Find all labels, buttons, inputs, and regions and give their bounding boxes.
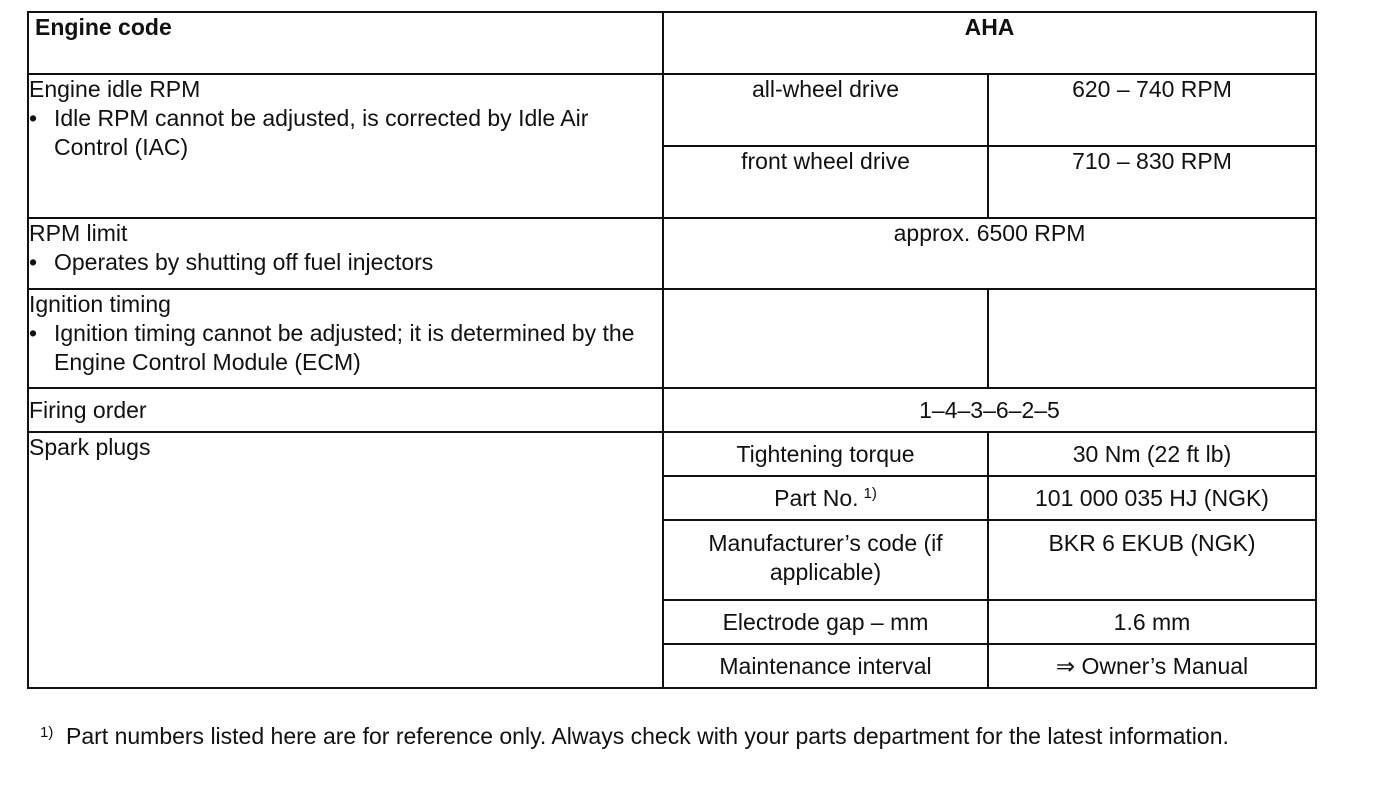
ignition-timing-note bbox=[29, 319, 662, 377]
spark-plug-spec-value: 101 000 035 HJ (NGK) bbox=[988, 476, 1316, 520]
spark-plug-spec-value: BKR 6 EKUB (NGK) bbox=[988, 520, 1316, 600]
idle-rpm-fwd-value: 710 – 830 RPM bbox=[988, 146, 1316, 218]
spark-plug-spec-label: Electrode gap – mm bbox=[663, 600, 988, 644]
rpm-limit-title: RPM limit bbox=[29, 220, 128, 246]
engine-code-label: Engine code bbox=[28, 12, 663, 74]
spark-plug-spec-label bbox=[663, 520, 988, 600]
ignition-timing-title: Ignition timing bbox=[29, 291, 171, 317]
footnote-marker: 1) bbox=[863, 484, 877, 502]
rpm-limit-description bbox=[28, 218, 663, 289]
firing-order-value: 1–4–3–6–2–5 bbox=[663, 388, 1316, 432]
ignition-timing-cell-empty bbox=[988, 289, 1316, 388]
spark-plugs-label: Spark plugs bbox=[28, 432, 663, 688]
part-no-label: Part No. bbox=[774, 484, 859, 511]
idle-rpm-title: Engine idle RPM bbox=[29, 76, 201, 102]
drive-type-fwd: front wheel drive bbox=[663, 146, 988, 218]
spark-plug-spec-value: 30 Nm (22 ft lb) bbox=[988, 432, 1316, 476]
rpm-limit-note bbox=[29, 248, 662, 277]
spark-plug-spec-value: 1.6 mm bbox=[988, 600, 1316, 644]
table-row bbox=[28, 388, 1316, 432]
bullet-icon: • bbox=[29, 105, 38, 131]
spark-plug-spec-label: Maintenance interval bbox=[663, 644, 988, 688]
footnote-text: Part numbers listed here are for reference only. Always check with your parts department for the latest information. bbox=[66, 723, 1229, 749]
bullet-icon: • bbox=[29, 249, 38, 275]
idle-rpm-awd-value: 620 – 740 RPM bbox=[988, 74, 1316, 146]
footnote bbox=[40, 722, 1340, 751]
rpm-limit-note-text: Operates by shutting off fuel injectors bbox=[54, 249, 434, 275]
table-row bbox=[28, 432, 1316, 476]
rpm-limit-value: approx. 6500 RPM bbox=[663, 218, 1316, 289]
spark-plug-spec-value: ⇒ Owner’s Manual bbox=[988, 644, 1316, 688]
drive-type-awd: all-wheel drive bbox=[663, 74, 988, 146]
ignition-timing-note-text: Ignition timing cannot be adjusted; it is determined by the Engine Control Module (ECM) bbox=[54, 320, 635, 375]
table-row bbox=[28, 289, 1316, 388]
ignition-timing-description bbox=[28, 289, 663, 388]
idle-rpm-note bbox=[29, 104, 662, 162]
table-row bbox=[28, 218, 1316, 289]
engine-spec-table bbox=[27, 11, 1317, 689]
header-row bbox=[28, 12, 1316, 74]
footnote-marker: 1) bbox=[40, 724, 54, 741]
spark-plug-spec-label bbox=[663, 476, 988, 520]
spark-plug-spec-label: Tightening torque bbox=[663, 432, 988, 476]
manufacturer-code-label: Manufacturer’s code (if applicable) bbox=[708, 530, 943, 585]
idle-rpm-description bbox=[28, 74, 663, 218]
ignition-timing-cell-empty bbox=[663, 289, 988, 388]
bullet-icon: • bbox=[29, 320, 38, 346]
engine-code-value: AHA bbox=[663, 12, 1316, 74]
table-row bbox=[28, 74, 1316, 146]
idle-rpm-note-text: Idle RPM cannot be adjusted, is corrected by Idle Air Control (IAC) bbox=[54, 105, 589, 160]
firing-order-label: Firing order bbox=[28, 388, 663, 432]
